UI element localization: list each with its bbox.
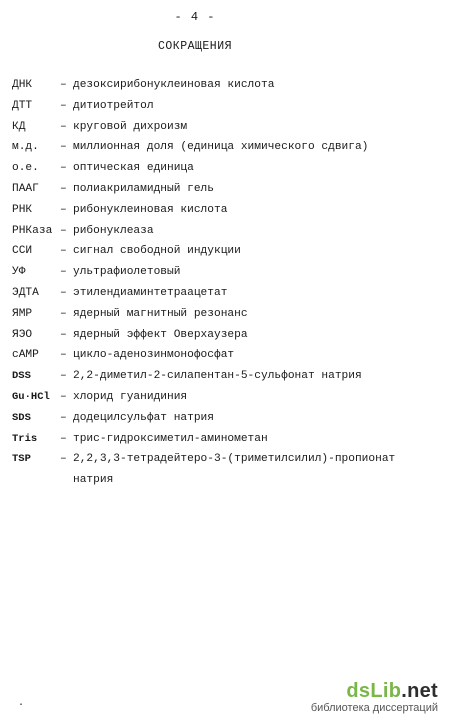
abbreviation-definition: миллионная доля (единица химического сдвига) [73, 141, 369, 154]
watermark-logo-part2: .net [401, 680, 438, 702]
abbreviation-row [12, 221, 412, 242]
abbreviation-term: РНКаза [12, 224, 53, 237]
abbreviation-definition: дитиотрейтол [73, 99, 154, 112]
abbreviation-row [12, 387, 412, 408]
abbreviation-definition: рибонуклеаза [73, 224, 154, 237]
abbreviation-definition: трис-гидроксиметил-аминометан [73, 432, 268, 445]
abbreviation-dash: – [60, 453, 67, 466]
abbreviation-row [12, 179, 412, 200]
page-title: СОКРАЩЕНИЯ [157, 40, 232, 53]
abbreviation-dash: – [60, 99, 67, 112]
abbreviation-term: DSS [12, 370, 31, 383]
abbreviation-term: Gu·HCl [12, 390, 50, 403]
abbreviation-row [12, 137, 412, 158]
abbreviation-row [12, 262, 412, 283]
abbreviation-term: SDS [12, 411, 31, 424]
abbreviation-dash: – [60, 141, 67, 154]
abbreviation-row [12, 75, 412, 96]
abbreviation-dash: – [60, 266, 67, 279]
abbreviation-dash: – [60, 286, 67, 299]
abbreviation-definition: хлорид гуанидиния [73, 390, 188, 403]
abbreviation-dash: – [60, 411, 67, 424]
abbreviation-row [12, 429, 412, 450]
abbreviation-term: ССИ [12, 245, 33, 258]
abbreviation-row [12, 366, 412, 387]
abbreviation-dash: – [60, 203, 67, 216]
abbreviation-definition: ядерный эффект Оверхаузера [73, 328, 248, 341]
abbreviation-term: сАМР [12, 349, 39, 362]
abbreviation-definition: сигнал свободной индукции [73, 245, 241, 258]
abbreviation-definition: круговой дихроизм [73, 120, 188, 133]
abbreviation-term: ДТТ [12, 99, 33, 112]
page-number: - 4 - [174, 10, 216, 24]
abbreviation-list [12, 75, 412, 491]
abbreviation-definition: ядерный магнитный резонанс [73, 307, 248, 320]
abbreviation-term: ПААГ [12, 182, 39, 195]
abbreviation-definition: оптическая единица [73, 162, 194, 175]
abbreviation-definition: 2,2-диметил-2-силапентан-5-сульфонат натрия [73, 370, 362, 383]
abbreviation-definition: этилендиаминтетраацетат [73, 286, 228, 299]
abbreviation-dash: – [60, 370, 67, 383]
abbreviation-term: м.д. [12, 141, 39, 154]
abbreviation-row [12, 158, 412, 179]
abbreviation-definition: дезоксирибонуклеиновая кислота [73, 79, 275, 91]
abbreviation-row [12, 96, 412, 117]
watermark-logo [311, 680, 438, 702]
abbreviation-term: ДНК [12, 79, 33, 91]
abbreviation-definition: ультрафиолетовый [73, 266, 181, 279]
abbreviation-dash: – [60, 432, 67, 445]
abbreviation-row [12, 283, 412, 304]
abbreviation-row [12, 325, 412, 346]
abbreviation-dash: – [60, 162, 67, 175]
abbreviation-dash: – [60, 120, 67, 133]
abbreviation-row [12, 408, 412, 429]
abbreviation-term: УФ [12, 266, 26, 279]
watermark-subtitle: библиотека диссертаций [310, 702, 438, 714]
abbreviation-definition: цикло-аденозинмонофосфат [73, 349, 235, 362]
abbreviation-term: ЯЭО [12, 328, 33, 341]
abbreviation-term: РНК [12, 203, 33, 216]
abbreviation-definition: рибонуклеиновая кислота [73, 203, 228, 216]
abbreviation-term: Tris [12, 432, 38, 445]
abbreviation-term: ЭДТА [12, 286, 39, 299]
abbreviation-dash: – [60, 79, 67, 91]
abbreviation-row [12, 200, 412, 221]
stray-mark: . [18, 698, 25, 709]
abbreviation-dash: – [60, 349, 67, 362]
abbreviation-definition: 2,2,3,3-тетрадейтеро-3-(триметилсилил)-пропионат натрия [73, 453, 396, 487]
abbreviation-dash: – [60, 390, 67, 403]
abbreviation-dash: – [60, 182, 67, 195]
abbreviation-definition: полиакриламидный гель [73, 182, 214, 195]
abbreviation-row [12, 345, 412, 366]
watermark [311, 680, 438, 715]
abbreviation-term: о.е. [12, 162, 39, 175]
abbreviation-dash: – [60, 224, 67, 237]
abbreviation-term: ЯМР [12, 307, 33, 320]
abbreviation-definition: додецилсульфат натрия [73, 411, 214, 424]
abbreviation-dash: – [60, 245, 67, 258]
abbreviation-dash: – [60, 307, 67, 320]
watermark-logo-part1: dsLib [346, 680, 402, 702]
abbreviation-row [12, 117, 412, 138]
abbreviation-row [12, 449, 412, 491]
abbreviation-row [12, 304, 412, 325]
abbreviation-row [12, 241, 412, 262]
abbreviation-term: TSP [12, 453, 31, 466]
abbreviation-term: КД [12, 120, 26, 133]
abbreviation-dash: – [60, 328, 67, 341]
